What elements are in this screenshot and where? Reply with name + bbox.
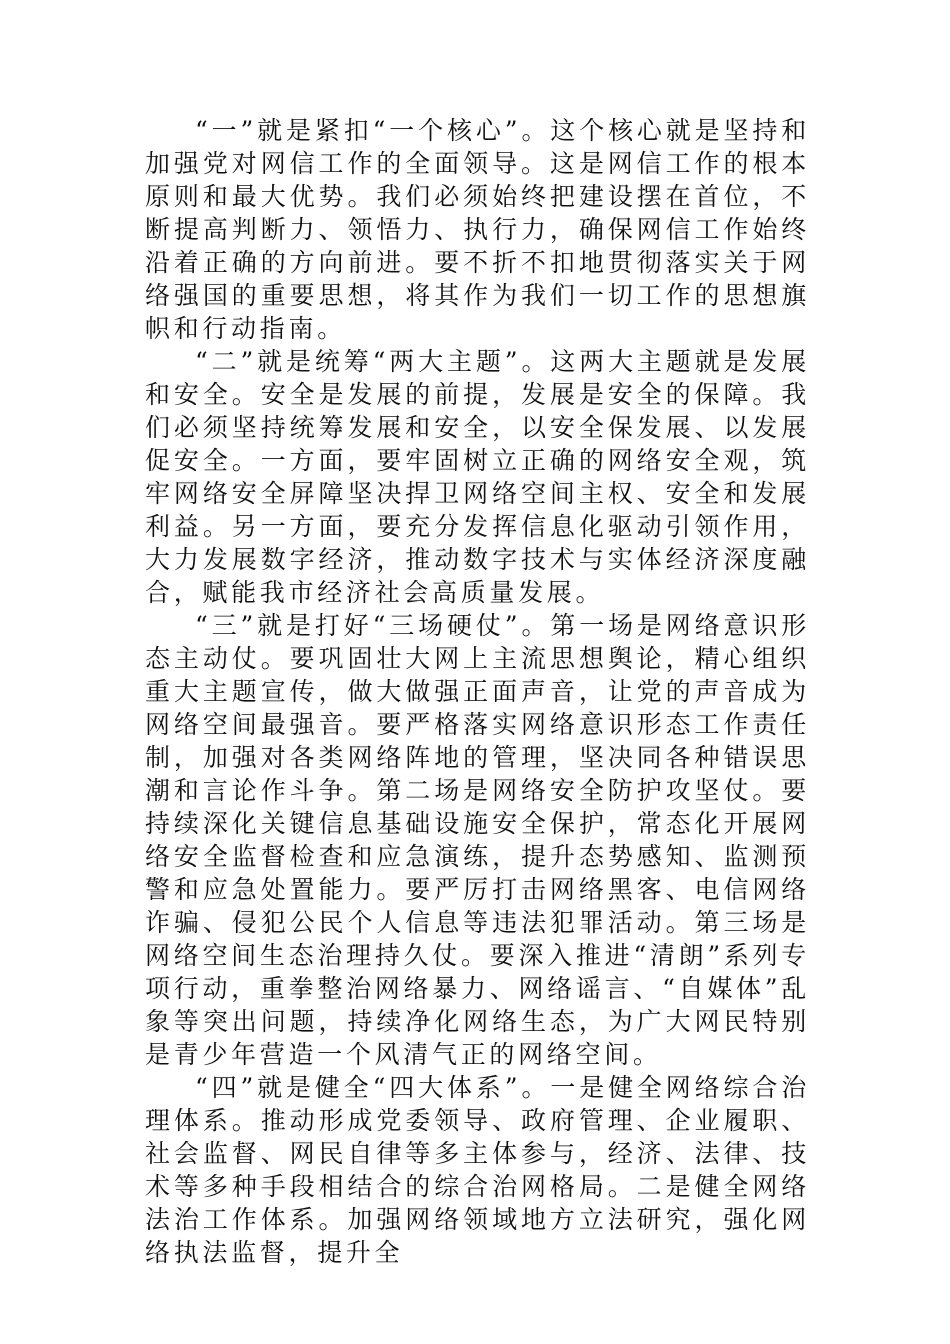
paragraph-2: “二”就是统筹“两大主题”。这两大主题就是发展和安全。安全是发展的前提，发展是安全的保障。我们必须坚持统筹发展和安全，以安全保发展、以发展促安全。一方面，要牢固树立正确的网络安全观，筑牢网络安全屏障坚决捍卫网络空间主权、安全和发展利益。另一方面，要充分发挥信息化驱动引领作用，大力发展数字经济，推动数字技术与实体经济深度融合，赋能我市经济社会高质量发展。 xyxy=(145,347,810,607)
document-page xyxy=(145,114,810,1269)
paragraph-1: “一”就是紧扣“一个核心”。这个核心就是坚持和加强党对网信工作的全面领导。这是网信工作的根本原则和最大优势。我们必须始终把建设摆在首位，不断提高判断力、领悟力、执行力，确保网信工作始终沿着正确的方向前进。要不折不扣地贯彻落实关于网络强国的重要思想，将其作为我们一切工作的思想旗帜和行动指南。 xyxy=(145,116,810,343)
paragraph-3: “三”就是打好“三场硬仗”。第一场是网络意识形态主动仗。要巩固壮大网上主流思想舆论，精心组织重大主题宣传，做大做强正面声音，让党的声音成为网络空间最强音。要严格落实网络意识形态工作责任制，加强对各类网络阵地的管理，坚决同各种错误思潮和言论作斗争。第二场是网络安全防护攻坚仗。要持续深化关键信息基础设施安全保护，常态化开展网络安全监督检查和应急演练，提升态势感知、监测预警和应急处置能力。要严厉打击网络黑客、电信网络诈骗、侵犯公民个人信息等违法犯罪活动。第三场是网络空间生态治理持久仗。要深入推进“清朗”系列专项行动，重拳整治网络暴力、网络谣言、“自媒体”乱象等突出问题，持续净化网络生态，为广大网民特别是青少年营造一个风清气正的网络空间。 xyxy=(145,611,810,1069)
paragraph-4: “四”就是健全“四大体系”。一是健全网络综合治理体系。推动形成党委领导、政府管理、企业履职、社会监督、网民自律等多主体参与，经济、法律、技术等多种手段相结合的综合治网格局。二是健全网络法治工作体系。加强网络领域地方立法研究，强化网络执法监督，提升全 xyxy=(145,1073,810,1267)
